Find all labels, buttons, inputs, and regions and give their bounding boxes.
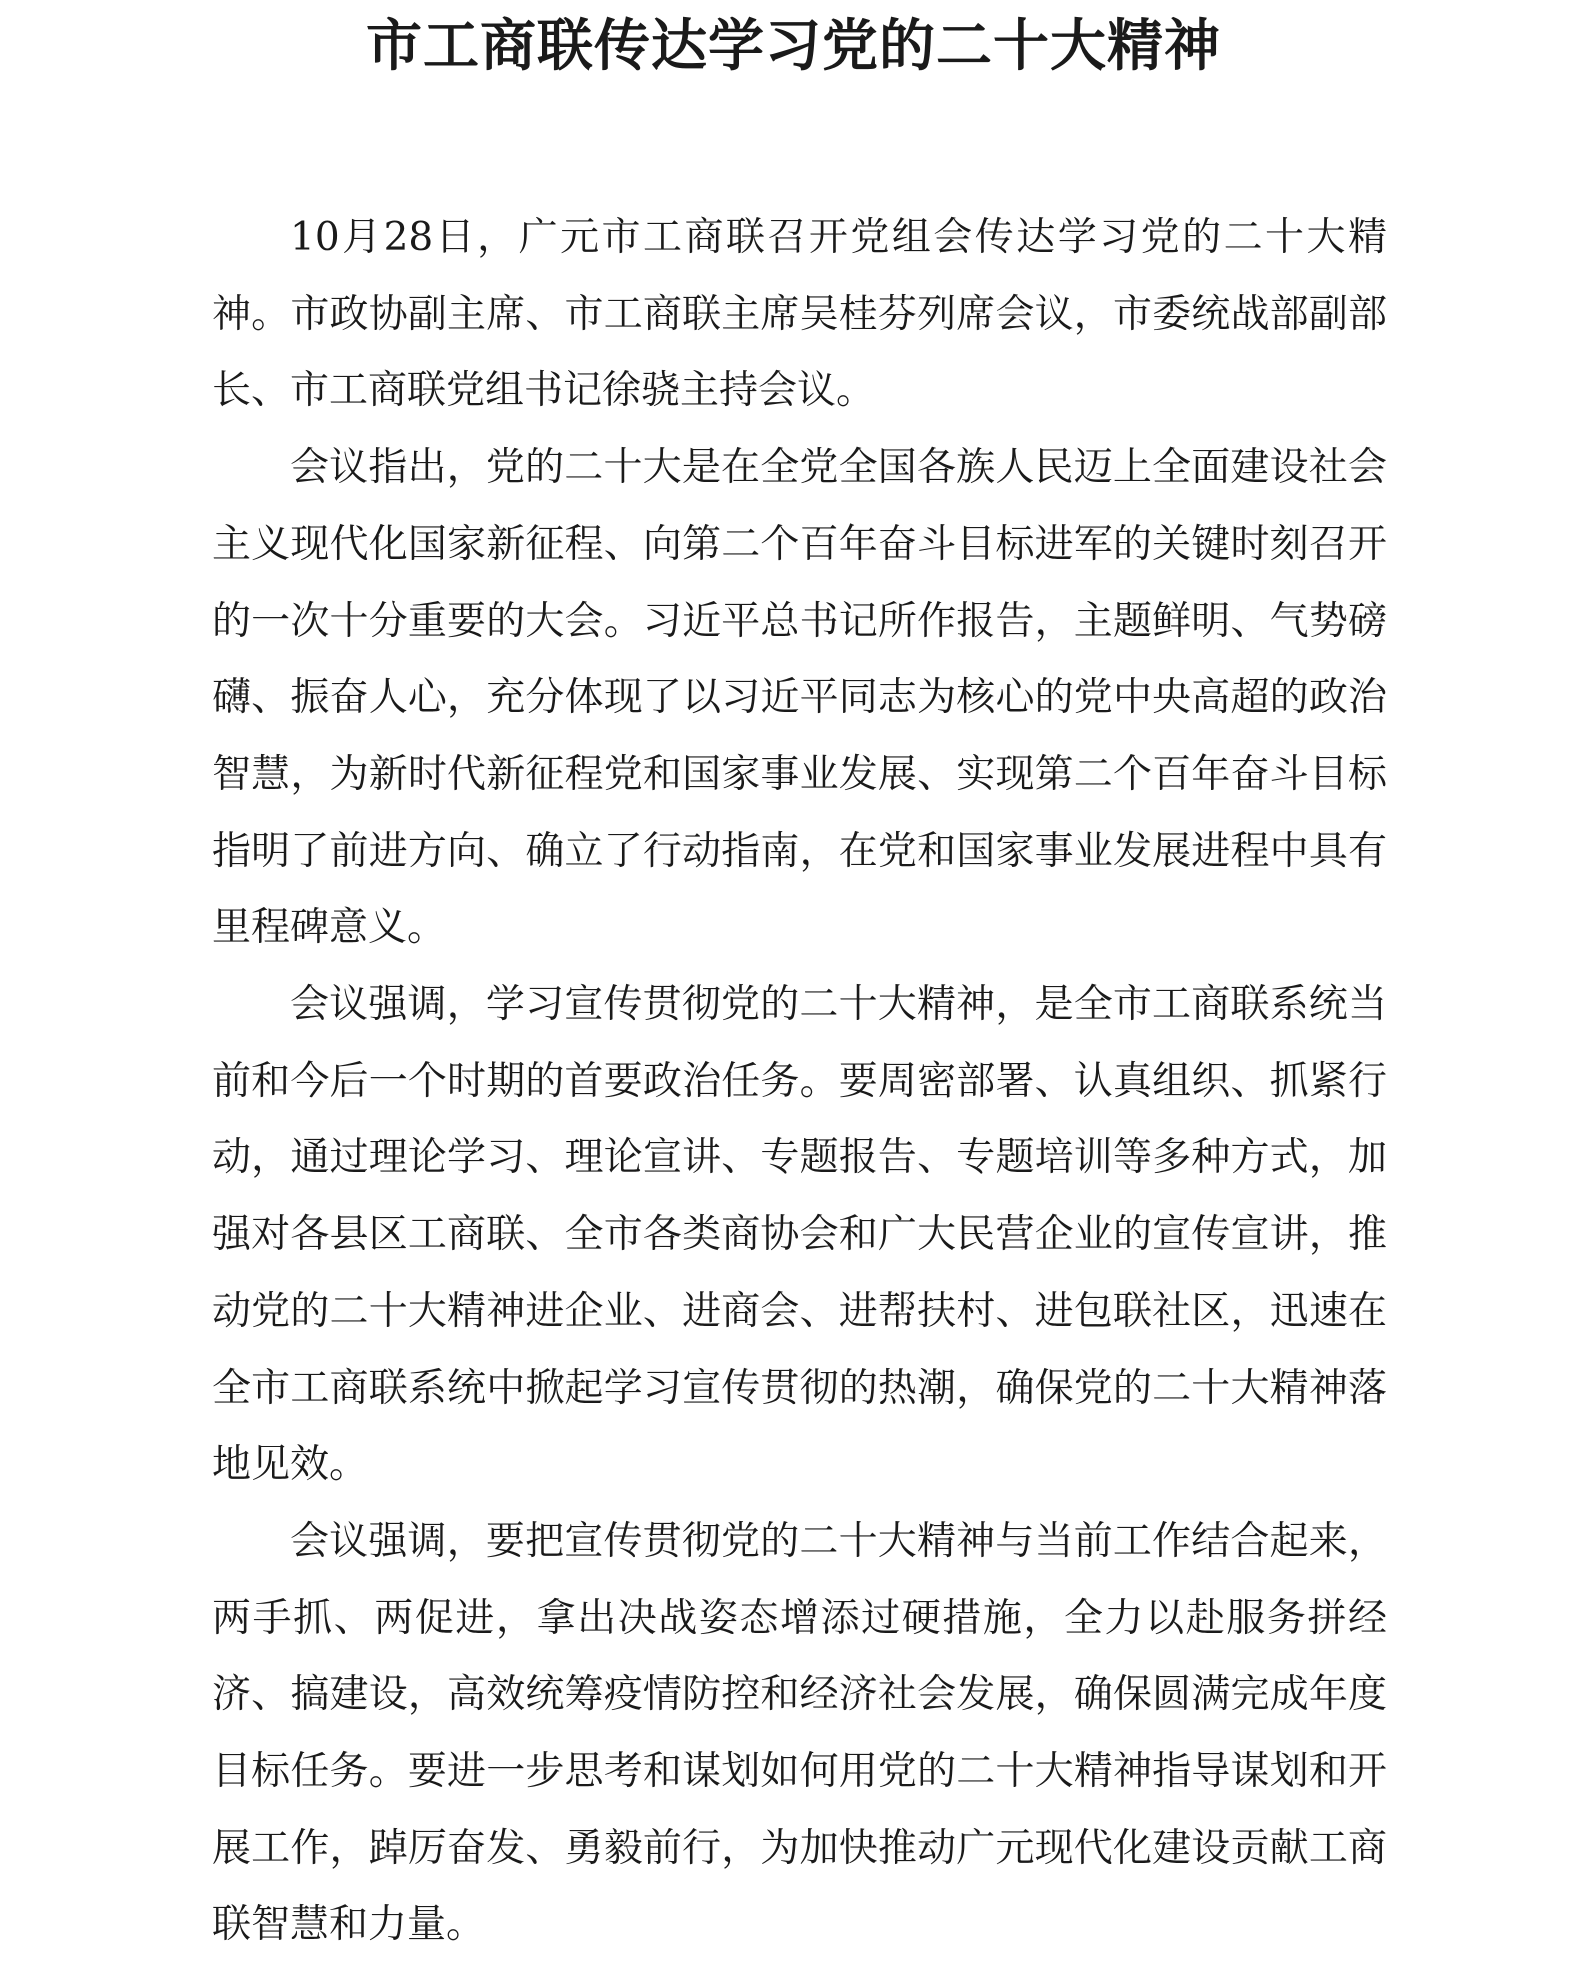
paragraph-4: 会议强调，要把宣传贯彻党的二十大精神与当前工作结合起来，两手抓、两促进，拿出决战姿态增添过硬措施，全力以赴服务拼经济、搞建设，高效统筹疫情防控和经济社会发展，确保圆满完成年度目标任务。要进一步思考和谋划如何用党的二十大精神指导谋划和开展工作，踔厉奋发、勇毅前行，为加快推动广元现代化建设贡献工商联智慧和力量。 bbox=[212, 1518, 1387, 1948]
paragraph-2: 会议指出，党的二十大是在全党全国各族人民迈上全面建设社会主义现代化国家新征程、向第二个百年奋斗目标进军的关键时刻召开的一次十分重要的大会。习近平总书记所作报告，主题鲜明、气势磅礴、振奋人心，充分体现了以习近平同志为核心的党中央高超的政治智慧，为新时代新征程党和国家事业发展、实现第二个百年奋斗目标指明了前进方向、确立了行动指南，在党和国家事业发展进程中具有里程碑意义。 bbox=[212, 445, 1387, 951]
paragraph-3: 会议强调，学习宣传贯彻党的二十大精神，是全市工商联系统当前和今后一个时期的首要政治任务。要周密部署、认真组织、抓紧行动，通过理论学习、理论宣讲、专题报告、专题培训等多种方式，加强对各县区工商联、全市各类商协会和广大民营企业的宣传宣讲，推动党的二十大精神进企业、进商会、进帮扶村、进包联社区，迅速在全市工商联系统中掀起学习宣传贯彻的热潮，确保党的二十大精神落地见效。 bbox=[212, 982, 1387, 1488]
document-title: 市工商联传达学习党的二十大精神 bbox=[366, 13, 1221, 79]
article-body bbox=[212, 200, 1387, 1964]
paragraph-1: 10月28日，广元市工商联召开党组会传达学习党的二十大精神。市政协副主席、市工商联主席吴桂芬列席会议，市委统战部副部长、市工商联党组书记徐骁主持会议。 bbox=[212, 215, 1387, 414]
